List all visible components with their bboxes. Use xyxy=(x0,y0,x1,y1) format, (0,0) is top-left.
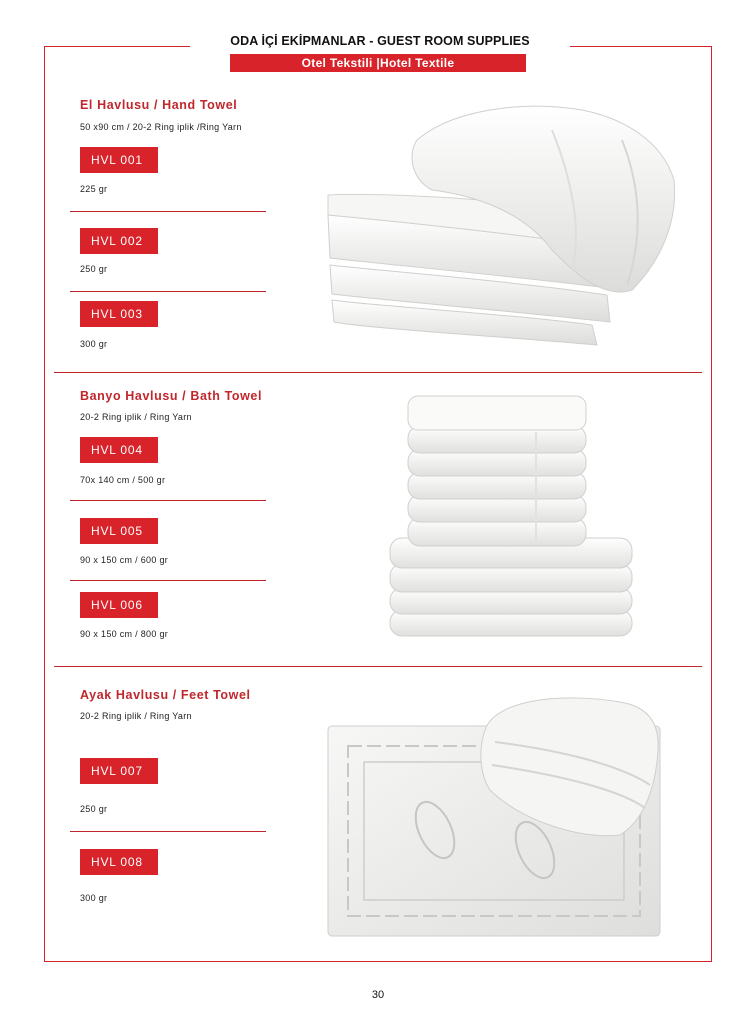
product-code-tag: HVL 002 xyxy=(80,228,158,254)
product-weight: 70x 140 cm / 500 gr xyxy=(80,475,166,485)
item-divider xyxy=(70,291,266,292)
product-code-tag: HVL 006 xyxy=(80,592,158,618)
product-code-tag: HVL 005 xyxy=(80,518,158,544)
section-divider xyxy=(54,666,702,667)
catalog-header-subtitle: Otel Tekstili |Hotel Textile xyxy=(230,54,526,72)
product-code-tag: HVL 001 xyxy=(80,147,158,173)
section-divider xyxy=(54,372,702,373)
product-code-tag: HVL 004 xyxy=(80,437,158,463)
item-divider xyxy=(70,580,266,581)
hand-towel-photo xyxy=(322,100,682,350)
section-title-bath-towel: Banyo Havlusu / Bath Towel xyxy=(80,389,263,403)
item-divider xyxy=(70,500,266,501)
product-weight: 250 gr xyxy=(80,264,108,274)
product-weight: 225 gr xyxy=(80,184,108,194)
product-weight: 90 x 150 cm / 600 gr xyxy=(80,555,169,565)
product-weight: 250 gr xyxy=(80,804,108,814)
product-weight: 300 gr xyxy=(80,339,108,349)
product-weight: 90 x 150 cm / 800 gr xyxy=(80,629,169,639)
page-number: 30 xyxy=(371,989,385,1001)
product-code-tag: HVL 007 xyxy=(80,758,158,784)
feet-towel-photo xyxy=(320,690,665,940)
catalog-header-title: ODA İÇİ EKİPMANLAR - GUEST ROOM SUPPLIES xyxy=(190,32,570,50)
product-code-tag: HVL 008 xyxy=(80,849,158,875)
product-weight: 300 gr xyxy=(80,893,108,903)
section-title-feet-towel: Ayak Havlusu / Feet Towel xyxy=(80,688,251,702)
item-divider xyxy=(70,831,266,832)
section-spec-bath-towel: 20-2 Ring iplik / Ring Yarn xyxy=(80,412,192,422)
item-divider xyxy=(70,211,266,212)
bath-towel-photo xyxy=(386,392,636,652)
product-code-tag: HVL 003 xyxy=(80,301,158,327)
section-spec-feet-towel: 20-2 Ring iplik / Ring Yarn xyxy=(80,711,192,721)
section-spec-hand-towel: 50 x90 cm / 20-2 Ring iplik /Ring Yarn xyxy=(80,122,242,132)
section-title-hand-towel: El Havlusu / Hand Towel xyxy=(80,98,238,112)
